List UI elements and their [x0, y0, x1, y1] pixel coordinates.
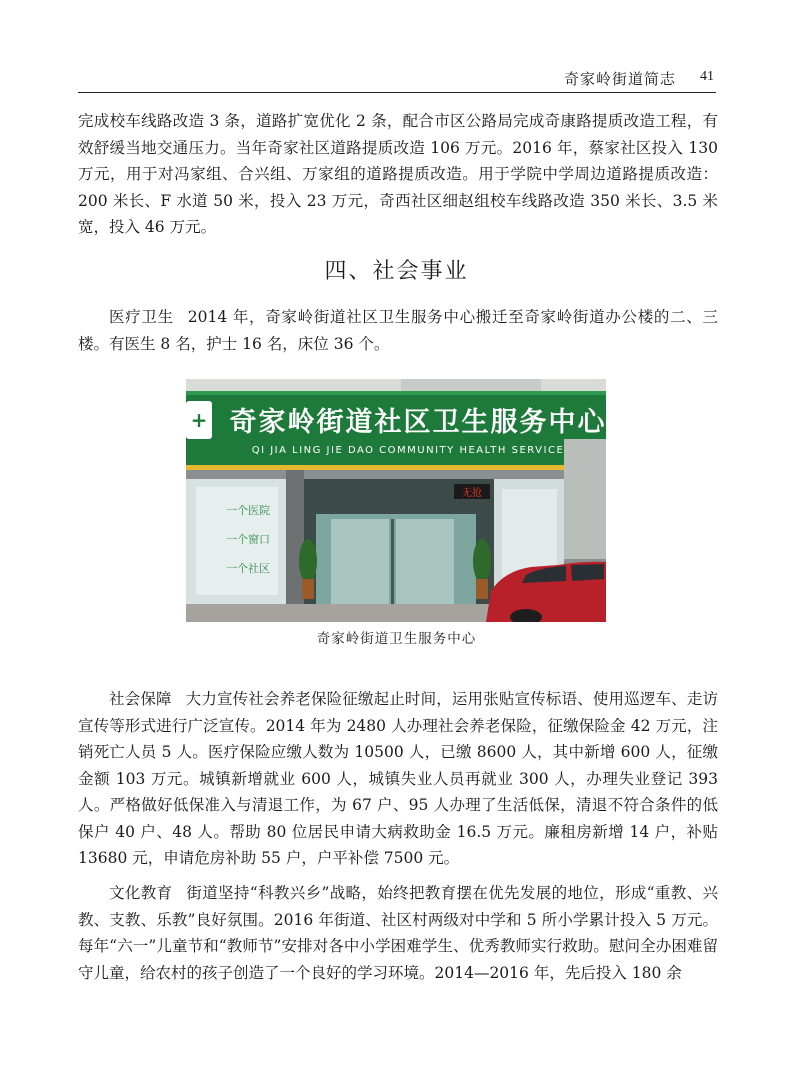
medical-text: 2014 年，奇家岭街道社区卫生服务中心搬迁至奇家岭街道办公楼的二、三楼。有医生 8 名，护士 16 名，床位 36 个。 — [78, 308, 718, 353]
window-text-2: 一个窗口 — [226, 533, 270, 546]
culture-text: 街道坚持“科教兴乡”战略，始终把教育摆在优先发展的地位，形成“重教、兴教、支教、乐教”良好氛围。2016 年街道、社区村两级对中学和 5 所小学累计投入 5 万元。每年“六一”儿童节和“教师节”安排对各中小学困难学生、优秀教师实行救助。慰问全办困难留守儿童，给农村的孩子创造了一个良好的学习环境。2014—2016 年，先后投入 180 余 — [78, 884, 718, 982]
culture-lead: 文化教育 — [109, 884, 173, 902]
section-title: 四、社会事业 — [324, 259, 469, 284]
medical-lead: 医疗卫生 — [109, 308, 174, 326]
running-header — [78, 60, 716, 93]
led-text: 无抢 — [462, 488, 482, 499]
svg-text:+: + — [190, 408, 208, 432]
social-text: 大力宣传社会养老保险征缴起止时间，运用张贴宣传标语、使用巡逻车、走访宣传等形式进行广泛宣传。2014 年为 2480 人办理社会养老保险，征缴保险金 42 万元，注销死亡人员 5 人。医疗保险应缴人数为 10500 人，已缴 8600 人，其中新增 600 人，征缴金额 103 万元。城镇新增就业 600 人，城镇失业人员再就业 300 人，办理失业登记 393 人。严格做好低保准入与清退工作，为 67 户、95 人办理了生活低保，清退不符合条件的低保户 40 户、48 人。帮助 80 位居民申请大病救助金 16.5 万元。廉租房新增 14 户，补贴 13680 元，申请危房补助 55 户，户平补偿 7500 元。 — [78, 690, 718, 867]
window-text-1: 一个医院 — [226, 504, 270, 517]
header-title: 奇家岭街道简志 — [563, 70, 676, 88]
social-lead: 社会保障 — [109, 690, 172, 708]
intro-paragraph: 完成校车线路改造 3 条，道路扩宽优化 2 条，配合市区公路局完成奇康路提质改造工程，有效舒缓当地交通压力。当年奇家社区道路提质改造 106 万元。2016 年，蔡家社区投入 130 万元，用于对冯家组、合兴组、万家组的道路提质改造。用于学院中学周边道路提质改造：200 米长、F 水道 50 米，投入 23 万元，奇西社区细赵组校车线路改造 350 米长、3.5 米宽，投入 46 万元。 — [78, 112, 718, 236]
window-text-3: 一个社区 — [226, 562, 270, 575]
photo-caption: 奇家岭街道卫生服务中心 — [316, 631, 477, 647]
culture-paragraph — [78, 880, 718, 986]
page-number: 41 — [700, 69, 714, 84]
medical-paragraph — [78, 304, 718, 357]
social-paragraph — [78, 686, 718, 872]
sign-pinyin: QI JIA LING JIE DAO COMMUNITY HEALTH SERVICE — [251, 445, 565, 456]
sign-text: 奇家岭街道社区卫生服务中心 — [229, 407, 606, 438]
health-center-photo — [186, 379, 606, 622]
